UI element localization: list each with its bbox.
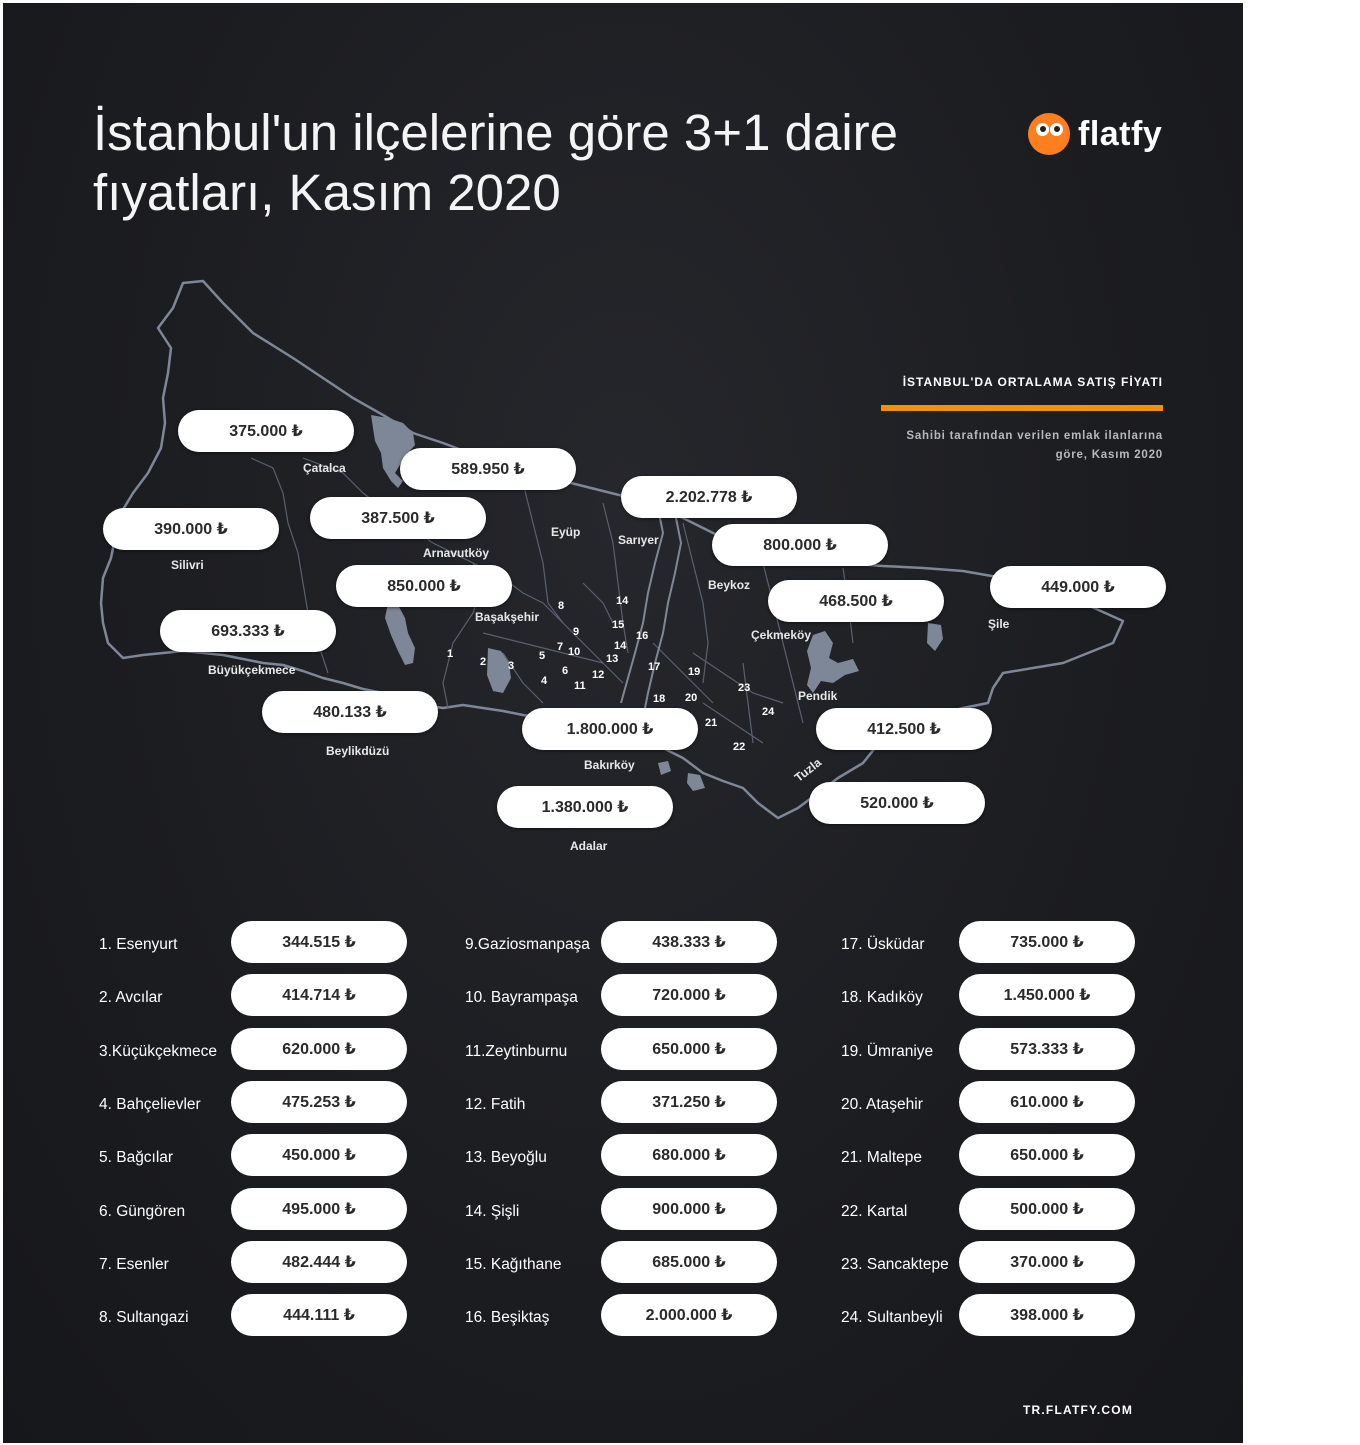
price-pill-sile: 449.000 ₺	[990, 566, 1166, 608]
district-list-name: 3.Küçükçekmece	[99, 1042, 218, 1060]
district-list-price: 370.000 ₺	[959, 1241, 1135, 1283]
district-list-price: 438.333 ₺	[601, 921, 777, 963]
label-adalar: Adalar	[570, 839, 608, 853]
district-list-name: 22. Kartal	[841, 1202, 908, 1220]
district-list-name: 2. Avcılar	[99, 989, 163, 1007]
title-line-2: fıyatları, Kasım 2020	[93, 164, 561, 221]
label-eyup: Eyüp	[551, 525, 581, 539]
map-number-14: 14	[616, 595, 629, 607]
map-number-9: 9	[573, 626, 580, 638]
map-number-16: 16	[636, 630, 649, 642]
price-pill-catalca: 375.000 ₺	[178, 410, 354, 452]
district-list-name: 6. Güngören	[99, 1202, 186, 1220]
district-list-name: 9.Gaziosmanpaşa	[465, 936, 590, 953]
district-list-price: 650.000 ₺	[959, 1134, 1135, 1176]
district-list-name: 11.Zeytinburnu	[465, 1042, 568, 1060]
map-number-18: 18	[653, 693, 666, 705]
map-number-23: 23	[738, 682, 751, 694]
district-list-price: 371.250 ₺	[601, 1081, 777, 1123]
map-number-11: 11	[574, 680, 586, 692]
district-list-name: 19. Ümraniye	[841, 1042, 934, 1060]
district-list-name: 24. Sultanbeyli	[841, 1309, 943, 1327]
label-silivri: Silivri	[171, 558, 204, 572]
source-note-line-2: göre, Kasım 2020	[1055, 449, 1163, 461]
label-beykoz: Beykoz	[708, 578, 751, 592]
map-number-24: 24	[762, 706, 775, 718]
district-list-name: 12. Fatih	[465, 1095, 526, 1113]
label-sile: Şile	[988, 617, 1010, 631]
district-list-price: 414.714 ₺	[231, 974, 407, 1016]
district-list-name: 16. Beşiktaş	[465, 1309, 550, 1327]
district-list-name: 20. Ataşehir	[841, 1095, 923, 1113]
source-note-line-1: Sahibi tarafından verilen emlak ilanlarına	[906, 430, 1163, 442]
district-list-name: 8. Sultangazi	[99, 1309, 189, 1327]
label-basaksehir: Başakşehir	[475, 610, 540, 624]
map-number-7: 7	[557, 641, 564, 653]
logo-text: flatfy	[1078, 114, 1163, 153]
map-number-14b: 14	[614, 640, 627, 652]
map-number-19: 19	[688, 666, 701, 678]
price-pill-buyukcekmece: 693.333 ₺	[160, 610, 336, 652]
district-list-name: 14. Şişli	[465, 1202, 520, 1220]
district-list-price: 495.000 ₺	[231, 1188, 407, 1230]
district-list-name: 1. Esenyurt	[99, 936, 178, 953]
label-cekmekoy: Çekmeköy	[751, 628, 812, 642]
price-pill-sariyer: 2.202.778 ₺	[621, 476, 797, 518]
label-pendik: Pendik	[798, 689, 838, 703]
district-list-price: 500.000 ₺	[959, 1188, 1135, 1230]
district-list-price: 685.000 ₺	[601, 1241, 777, 1283]
label-tuzla: Tuzla	[791, 755, 824, 785]
map-number-8: 8	[558, 600, 565, 612]
price-pill-beykoz: 800.000 ₺	[712, 524, 888, 566]
district-list-name: 13. Beyoğlu	[465, 1149, 547, 1167]
map-number-17: 17	[648, 661, 661, 673]
price-pill-eyup: 589.950 ₺	[400, 448, 576, 490]
map-number-20: 20	[685, 692, 698, 704]
district-list-price: 610.000 ₺	[959, 1081, 1135, 1123]
price-pill-beylikduzu: 480.133 ₺	[262, 691, 438, 733]
district-list-name: 10. Bayrampaşa	[465, 989, 578, 1007]
district-list-price: 475.253 ₺	[231, 1081, 407, 1123]
district-list-name: 17. Üsküdar	[841, 936, 925, 953]
map-number-10: 10	[568, 646, 581, 658]
label-sariyer: Sarıyer	[618, 533, 659, 547]
district-list-name: 15. Kağıthane	[465, 1255, 562, 1273]
map-number-22: 22	[733, 741, 746, 753]
district-list-price: 735.000 ₺	[959, 921, 1135, 963]
price-pill-bakirkoy: 1.800.000 ₺	[522, 708, 698, 750]
label-arnavutkoy: Arnavutköy	[423, 546, 490, 560]
district-list-price: 444.111 ₺	[231, 1294, 407, 1336]
district-list-price: 680.000 ₺	[601, 1134, 777, 1176]
site-url: TR.FLATFY.COM	[1023, 1403, 1134, 1417]
map-number-1: 1	[447, 648, 454, 660]
district-list-price: 450.000 ₺	[231, 1134, 407, 1176]
map-number-4: 4	[541, 675, 548, 687]
map-number-21: 21	[705, 717, 718, 729]
map-number-12: 12	[592, 669, 605, 681]
district-list-name: 5. Bağcılar	[99, 1149, 174, 1167]
title-line-1: İstanbul'un ilçelerine göre 3+1 daire	[93, 104, 899, 161]
district-list-price: 620.000 ₺	[231, 1028, 407, 1070]
price-pill-cekmekoy: 468.500 ₺	[768, 580, 944, 622]
price-pill-basaksehir: 850.000 ₺	[336, 565, 512, 607]
district-list-price: 344.515 ₺	[231, 921, 407, 963]
map-number-5: 5	[539, 650, 546, 662]
label-catalca: Çatalca	[303, 461, 346, 475]
district-list-name: 18. Kadıköy	[841, 989, 923, 1007]
price-pill-pendik: 412.500 ₺	[816, 708, 992, 750]
price-pill-arnavutkoy: 387.500 ₺	[310, 497, 486, 539]
district-list-price: 650.000 ₺	[601, 1028, 777, 1070]
district-list-name: 23. Sancaktepe	[841, 1255, 949, 1273]
infographic-poster	[3, 3, 1243, 1443]
map-number-13: 13	[606, 653, 619, 665]
label-bakirkoy: Bakırköy	[584, 758, 635, 772]
district-list-name: 4. Bahçelievler	[99, 1095, 201, 1113]
district-list-price: 900.000 ₺	[601, 1188, 777, 1230]
map-number-6: 6	[562, 665, 569, 677]
district-list-price: 2.000.000 ₺	[601, 1294, 777, 1336]
map-number-2: 2	[480, 656, 487, 668]
average-price-heading: İSTANBUL'DA ORTALAMA SATIŞ FİYATI	[902, 375, 1163, 389]
district-list-price: 573.333 ₺	[959, 1028, 1135, 1070]
price-pill-tuzla: 520.000 ₺	[809, 782, 985, 824]
price-pill-silivri: 390.000 ₺	[103, 508, 279, 550]
district-list-price: 1.450.000 ₺	[959, 974, 1135, 1016]
district-list-name: 7. Esenler	[99, 1255, 169, 1273]
label-beylikduzu: Beylikdüzü	[326, 744, 390, 758]
label-buyukcekmece: Büyükçekmece	[208, 663, 296, 677]
district-list-price: 482.444 ₺	[231, 1241, 407, 1283]
map-number-3: 3	[508, 660, 515, 672]
district-list-price: 720.000 ₺	[601, 974, 777, 1016]
price-pill-adalar: 1.380.000 ₺	[497, 786, 673, 828]
map-number-15: 15	[612, 619, 625, 631]
district-list-price: 398.000 ₺	[959, 1294, 1135, 1336]
district-list-name: 21. Maltepe	[841, 1149, 922, 1167]
